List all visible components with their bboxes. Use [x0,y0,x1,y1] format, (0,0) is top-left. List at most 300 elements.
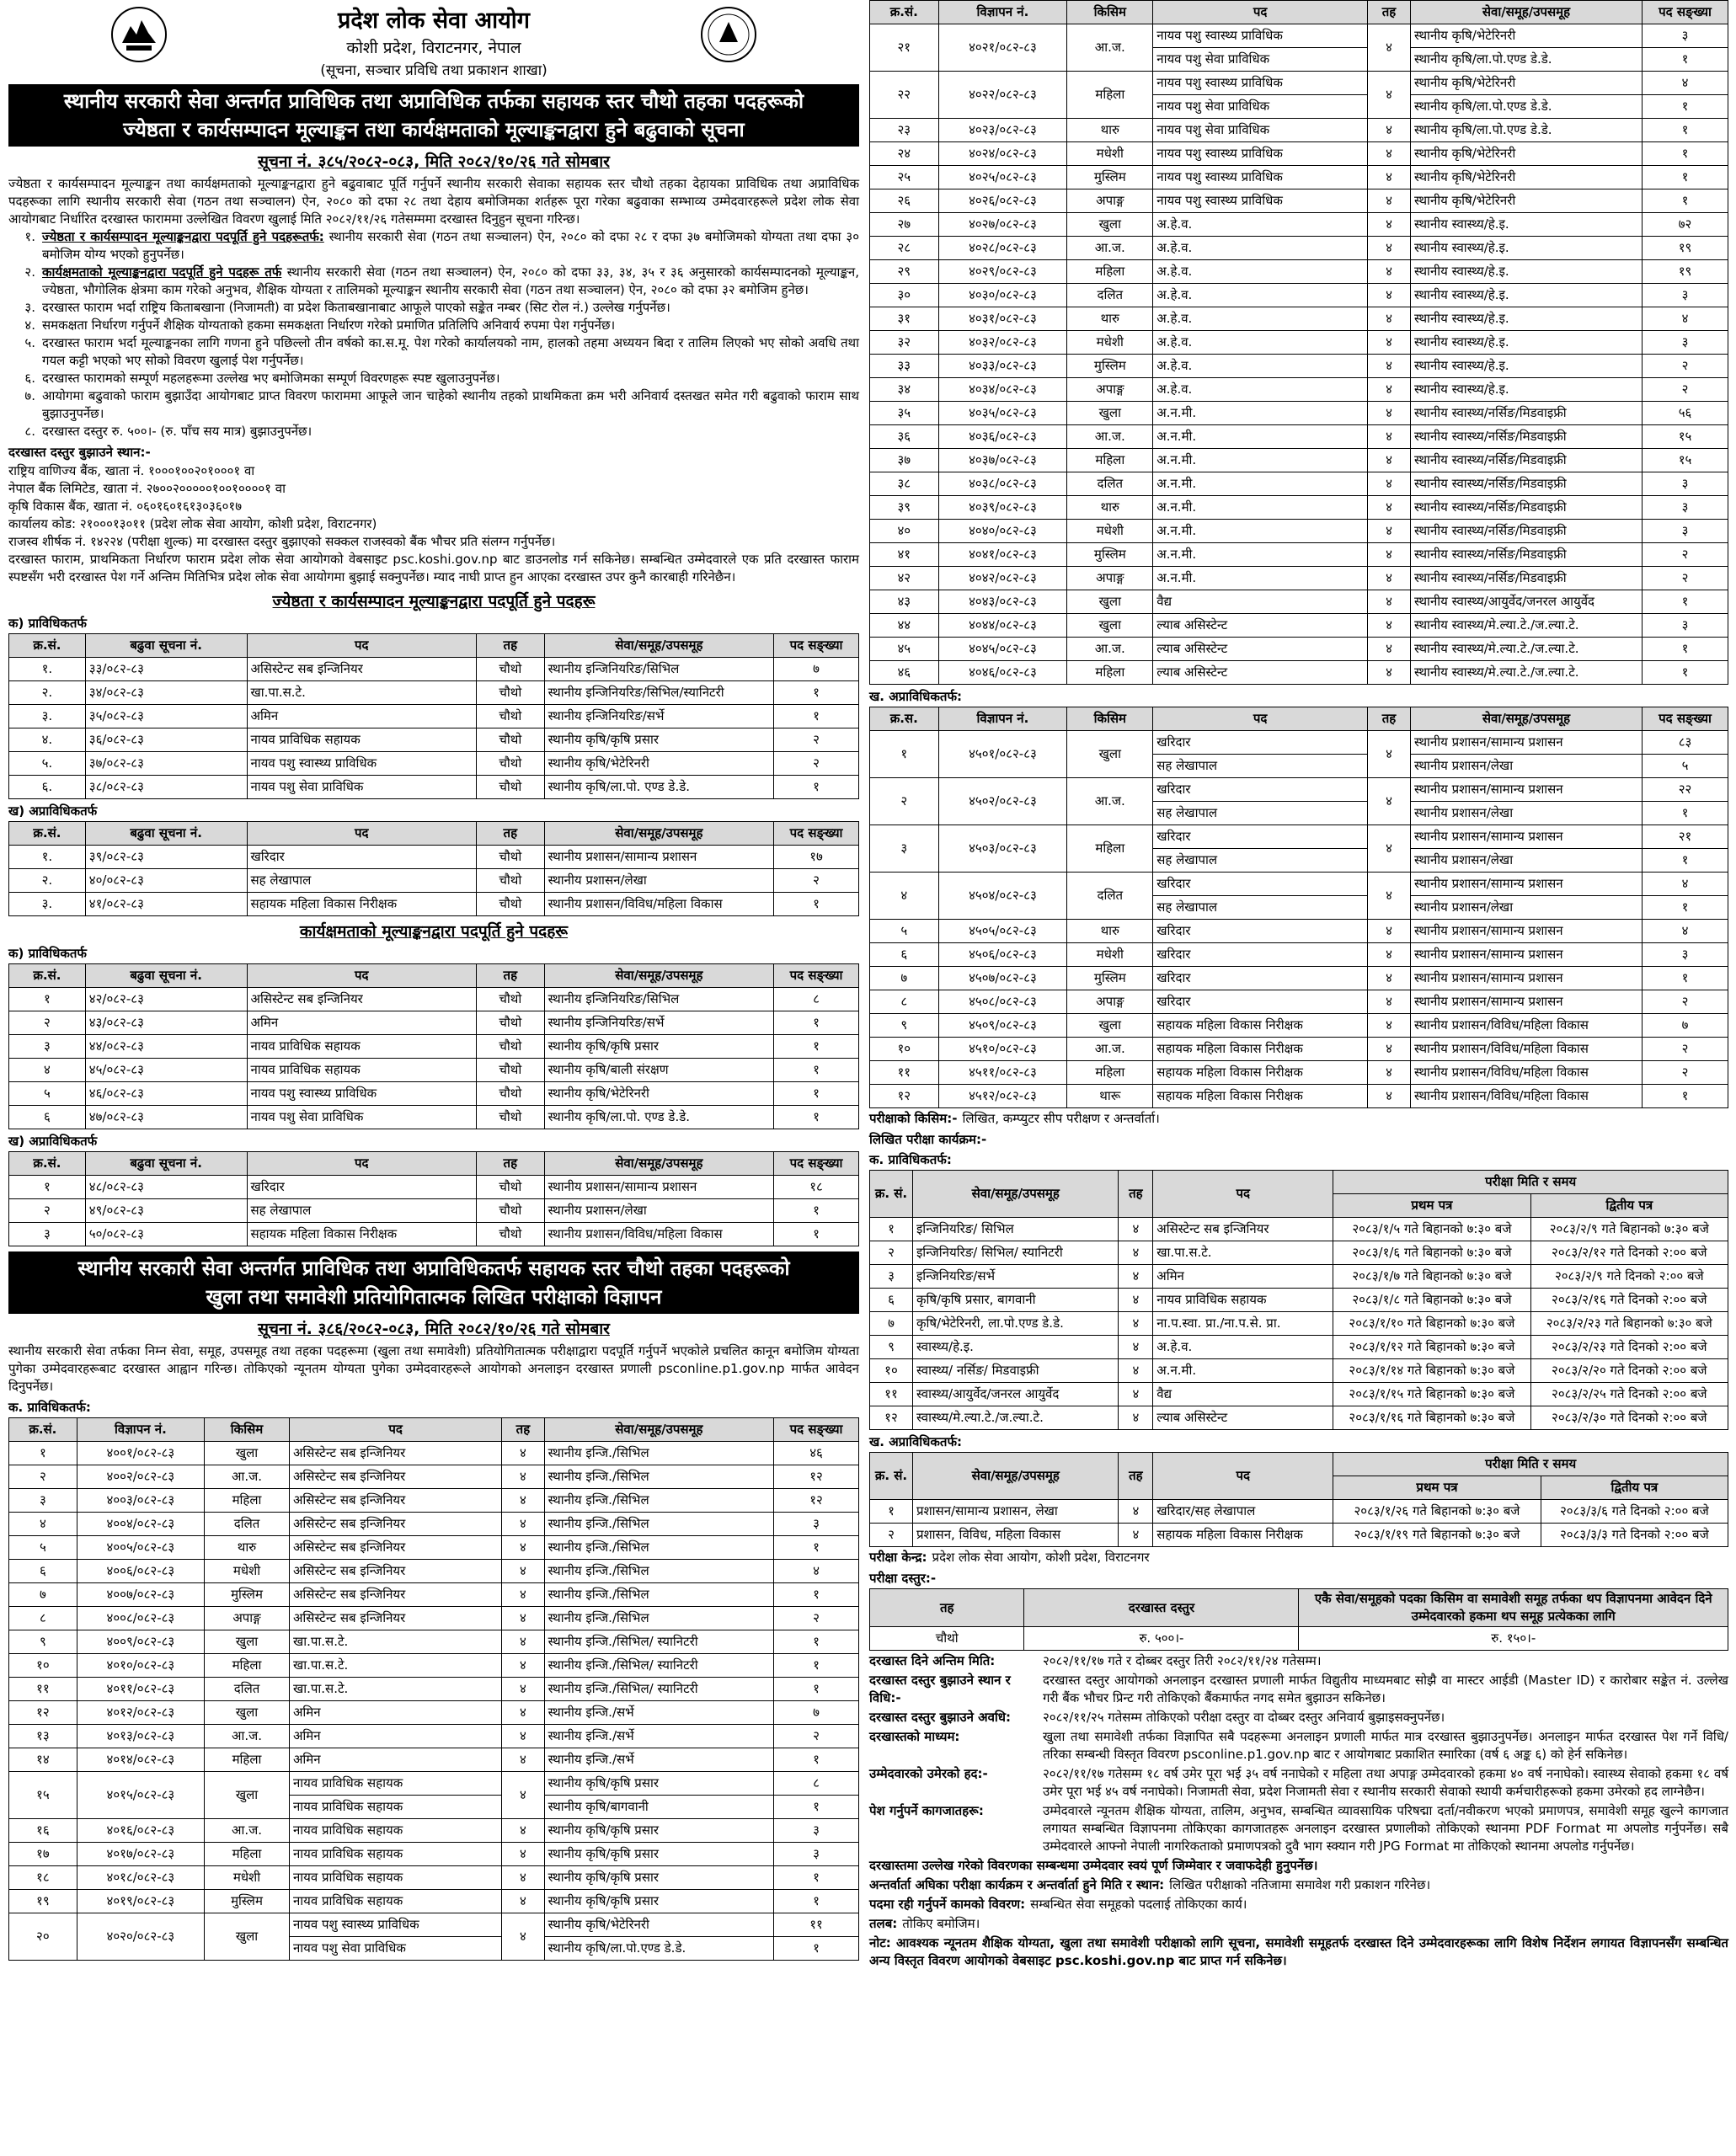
table-cell: स्थानीय प्रशासन/लेखा [544,869,773,893]
table-cell: ४. [9,728,86,752]
table-cell: ४ [1368,142,1411,166]
table-cell: १२ [774,1465,859,1489]
commission-seal-icon [699,5,758,64]
notice2-tech-label: क. प्राविधिकतर्फ: [8,1400,91,1415]
table-cell: ४ [1643,873,1728,896]
table-cell: ४ [502,1890,544,1913]
table-cell: स्थानीय स्वास्थ्य/नर्सिङ/मिडवाइफ्री [1410,472,1642,496]
column-header: पद [1153,707,1368,731]
table-row [9,1866,859,1890]
detail-value: २०८२/११/१७ गते र दोब्बर दस्तुर तिरी २०८२/११/२४ गतेसम्म। [1043,1653,1322,1668]
table-cell: ४ [870,873,939,920]
column-header: सेवा/समूह/उपसमूह [912,1453,1119,1500]
table-cell: स्थानीय कृषि/बागवानी [544,1796,773,1819]
table-cell: ४ [502,1913,544,1961]
table-row [9,1442,859,1465]
table-cell: ६ [870,943,939,967]
table-cell: ४५११/०८२-८३ [938,1061,1067,1085]
table-cell: चौथो [476,1106,544,1129]
table-cell: नायव पशु सेवा प्राविधिक [1153,119,1368,142]
table-cell: ३ [1643,943,1728,967]
table-cell: अ.हे.व. [1153,378,1368,402]
nepal-emblem-icon [110,5,168,64]
table-cell: अ.न.मी. [1153,449,1368,472]
table-cell: खुला [205,1913,290,1961]
table-cell: ७२ [1643,213,1728,237]
table-row [9,1513,859,1536]
table-cell: अ.हे.व. [1153,284,1368,307]
table-cell: ५ [1643,755,1728,778]
table-cell: खा.पा.स.टे. [289,1678,501,1701]
table-cell: ४०२७/०८२-८३ [938,213,1067,237]
table-cell: १ [1643,590,1728,614]
fee-cell: रु. १५०।- [1299,1627,1728,1651]
table-cell: स्थानीय कृषि/कृषि प्रसार [544,1866,773,1890]
table-cell: १२ [870,1085,939,1108]
table-cell: सहायक महिला विकास निरीक्षक [247,893,476,916]
notice2-tech-table-part1 [8,1417,859,1961]
table-row [9,1913,859,1937]
s1-tech-label: क) प्राविधिकतर्फ [8,616,87,631]
table-cell: ३५/०८२-८३ [85,705,247,728]
table-cell: चौथो [476,893,544,916]
table-cell: चौथो [476,1059,544,1082]
table-cell: ४५१२/०८२-८३ [938,1085,1067,1108]
table-cell: ४०२१/०८२-८३ [938,24,1067,72]
schedule-row [870,1218,1728,1241]
table-cell: २६ [870,189,939,213]
table-cell: ४ [1368,355,1411,378]
table-cell: ८ [9,1607,77,1630]
table-cell: २ [1643,1038,1728,1061]
table-cell: असिस्टेन्ट सब इन्जिनियर [289,1465,501,1489]
table-cell: २९ [870,260,939,284]
table-cell: अ.हे.व. [1153,260,1368,284]
table-cell: २ [774,728,859,752]
schedule-cell: ४ [1119,1336,1153,1359]
column-header: पद सङ्ख्या [774,964,859,988]
condition-number: ४. [24,318,35,333]
table-cell: १ [774,1748,859,1772]
table-cell: मधेशी [205,1866,290,1890]
table-cell: मधेशी [1067,520,1153,543]
condition-text: ज्येष्ठता र कार्यसम्पादन मूल्याङ्कनद्वारा पदपूर्ति हुने पदहरूतर्फ: स्थानीय सरकारी सेवा (गठन तथा सञ्चालन) ऐन, २०८० को दफा २८ र दफा ३७ बमोजिमको योग्यता तथा दफा ३० बमोजिम योग्य भएको हुनुपर्नेछ। [42,229,859,262]
column-header: तह [1368,707,1411,731]
table-cell: स्थानीय प्रशासन/सामान्य प्रशासन [1410,873,1642,896]
schedule-cell: ७ [870,1312,913,1336]
table-cell: महिला [1067,661,1153,685]
table-cell: ३ [1643,24,1728,48]
table-cell: स्थानीय इन्जि./सिभिल [544,1489,773,1513]
table-cell: चौथो [476,1223,544,1246]
table-row [870,520,1728,543]
table-row [870,402,1728,425]
table-cell: मुस्लिम [1067,355,1153,378]
table-cell: नायव पशु सेवा प्राविधिक [247,776,476,799]
table-row [9,1701,859,1725]
table-cell: असिस्टेन्ट सब इन्जिनियर [289,1536,501,1560]
table-cell: नायव प्राविधिक सहायक [289,1890,501,1913]
table-cell: अ.हे.व. [1153,331,1368,355]
table-cell: ४ [1368,402,1411,425]
table-cell: स्थानीय प्रशासन/विविध/महिला विकास [1410,1061,1642,1085]
column-header: क्र.सं. [9,1418,77,1442]
org-branch: (सूचना, सञ्चार प्रविधि तथा प्रकाशन शाखा) [320,62,548,79]
table-cell: १ [1643,166,1728,189]
table-row [9,681,859,705]
table-cell: ४५०५/०८२-८३ [938,920,1067,943]
table-cell: स्थानीय प्रशासन/सामान्य प्रशासन [1410,943,1642,967]
table-cell: ३ [870,825,939,873]
table-cell: ४ [1368,873,1411,920]
schedule-cell: २०८३/२/३० गते दिनको २:०० बजे [1530,1406,1728,1430]
table-cell: ४९/०८२-८३ [85,1199,247,1223]
exam-center-value: प्रदेश लोक सेवा आयोग, कोशी प्रदेश, विराटनगर [932,1550,1150,1565]
table-cell: असिस्टेन्ट सब इन्जिनियर [289,1489,501,1513]
notice2-number: सूचना नं. ३८६/२०८२-०८३, मिति २०८२/१०/२६ गते सोमबार [258,1320,610,1338]
notice1-number: सूचना नं. ३८५/२०८२-०८३, मिति २०८२/१०/२६ गते सोमबार [258,152,610,171]
table-cell: ४५१०/०८२-८३ [938,1038,1067,1061]
table-cell: ३५ [870,402,939,425]
table-cell: ३ [774,1819,859,1843]
schedule-cell: प्रशासन/सामान्य प्रशासन, लेखा [912,1500,1119,1524]
table-cell: थारू [1067,1085,1153,1108]
table-cell: ४०३०/०८२-८३ [938,284,1067,307]
table-cell: खरिदार [1153,990,1368,1014]
table-cell: खरिदार [1153,943,1368,967]
table-cell: नायव प्राविधिक सहायक [289,1843,501,1866]
table-cell: ४ [1368,331,1411,355]
table-cell: १ [1643,638,1728,661]
notice1-conditions-list [8,228,859,440]
table-cell: ४०४३/०८२-८३ [938,590,1067,614]
table-row [870,731,1728,755]
table-cell: ४ [1368,72,1411,119]
table-cell: महिला [205,1843,290,1866]
fee-account-list [8,462,859,551]
table-cell: नायव पशु स्वास्थ्य प्राविधिक [1153,72,1368,95]
table-cell: ६. [9,776,86,799]
table-cell: १ [774,1011,859,1035]
table-cell: १ [9,988,86,1011]
table-row [9,1890,859,1913]
table-cell: नायव पशु स्वास्थ्य प्राविधिक [289,1913,501,1937]
table-cell: २ [1643,990,1728,1014]
table-cell: असिस्टेन्ट सब इन्जिनियर [289,1442,501,1465]
table-cell: स्थानीय प्रशासन/सामान्य प्रशासन [1410,920,1642,943]
table-row [9,1489,859,1513]
schedule-cell: २०८३/२/२३ गते दिनको २:०० बजे [1530,1336,1728,1359]
table-cell: ८ [774,988,859,1011]
condition-number: ८. [24,424,35,439]
schedule-cell: ३ [870,1265,913,1289]
table-cell: स्थानीय स्वास्थ्य/हे.इ. [1410,331,1642,355]
schedule-row [870,1336,1728,1359]
table-cell: ३ [9,1035,86,1059]
table-cell: ४ [502,1536,544,1560]
table-cell: अ.न.मी. [1153,543,1368,567]
condition-item [8,317,859,334]
table-cell: १ [1643,119,1728,142]
table-cell: स्थानीय प्रशासन/सामान्य प्रशासन [544,846,773,869]
table-row [9,893,859,916]
table-cell: २ [1643,378,1728,402]
table-cell: स्थानीय इन्जि./सिभिल [544,1607,773,1630]
table-cell: १ [774,1937,859,1961]
table-cell: २ [870,778,939,825]
table-cell: नायव पशु सेवा प्राविधिक [289,1937,501,1961]
table-cell: ४ [502,1819,544,1843]
table-row [9,728,859,752]
table-cell: ४५०८/०८२-८३ [938,990,1067,1014]
notice1-intro: ज्येष्ठता र कार्यसम्पादन मूल्याङ्कन तथा कार्यक्षमताको मूल्याङ्कनद्वारा हुने बढुवाबाट पूर्ति गर्नुपर्ने स्थानीय सरकारी सेवाका सहायक स्तर चौथो तहका देहायका प्राविधिक तथा अप्राविधिक पदहरूका लागि स्थानीय सरकारी सेवा (गठन तथा सञ्चालन) ऐन, २०८० को दफा २८ तथा देहाय बमोजिमका शर्तहरू पूरा गरेका बढुवाका सम्भाव्य उम्मेदवारहरूले प्रदेश लोक सेवा आयोगबाट निर्धारित दरखास्त फाराममा उल्लेखित विवरण खुलाई मिति २०८२/११/२६ गतेसम्ममा दरखास्त दिनुहुन सूचना गरिन्छ। [8,176,859,227]
table-cell: ४५०१/०८२-८३ [938,731,1067,778]
table-cell: १ [1643,95,1728,119]
table-cell: सह लेखापाल [1153,896,1368,920]
table-cell: १७ [774,846,859,869]
sched-nontech-label: ख. अप्राविधिकतर्फ: [869,1434,963,1449]
notice2-tech-table-part2 [869,0,1728,685]
table-cell: २ [9,1199,86,1223]
detail-value: २०८२/११/१७ गतेसम्म १८ वर्ष उमेर पूरा भई ३५ वर्ष ननाघेको र महिला तथा अपाङ्ग उम्मेदवारको हकमा ४० वर्ष ननाघेको। स्वास्थ्य सेवाको हकमा १८ वर्ष उमेर पूरा भई ४५ वर्ष ननाघेको। निजामती सेवा, प्रदेश निजामती सेवा र स्थानीय सरकारी सेवाको स्थायी कर्मचारीहरूको हकमा उमेरको हद लाग्नेछैन। [1043,1766,1728,1799]
schedule-cell: स्वास्थ्य/आयुर्वेद/जनरल आयुर्वेद [912,1383,1119,1406]
salary-label: तलब: [869,1916,898,1931]
column-header: तह [1368,1,1411,24]
table-cell: स्थानीय स्वास्थ्य/नर्सिङ/मिडवाइफ्री [1410,496,1642,520]
table-cell: स्थानीय स्वास्थ्य/हे.इ. [1410,237,1642,260]
table-cell: ४ [502,1701,544,1725]
table-cell: ४ [1643,920,1728,943]
column-header: सेवा/समूह/उपसमूह [912,1171,1119,1218]
condition-item [8,387,859,423]
table-cell: खुला [1067,590,1153,614]
table-cell: मधेशी [205,1560,290,1583]
table-cell: स्थानीय कृषि/ला.पो.एण्ड डे.डे. [1410,119,1642,142]
table-cell: ४ [1368,1061,1411,1085]
table-row [870,614,1728,638]
schedule-row [870,1383,1728,1406]
table-cell: नायव पशु स्वास्थ्य प्राविधिक [247,752,476,776]
table-cell: स्थानीय प्रशासन/लेखा [544,1199,773,1223]
table-cell: १८ [774,1176,859,1199]
table-cell: ४ [1368,496,1411,520]
table-cell: १ [774,681,859,705]
table-cell: महिला [1067,825,1153,873]
column-header: क्र.सं. [9,822,86,846]
table-cell: २ [774,752,859,776]
fee-account-line: नेपाल बैंक लिमिटेड, खाता नं. २७००२०००००१००१००००१ वा [8,481,286,496]
table-cell: ४५/०८२-८३ [85,1059,247,1082]
table-cell: २३ [870,119,939,142]
table-cell: खरिदार [1153,967,1368,990]
column-header: क्र. सं. [870,1453,913,1500]
table-cell: ७ [774,658,859,681]
detail-label: दरखास्तको माध्यम: [869,1729,960,1744]
column-header: प्रथम पत्र [1333,1476,1541,1500]
table-cell: १७ [9,1843,77,1866]
table-cell: आ.ज. [1067,1038,1153,1061]
table-cell: १. [9,658,86,681]
table-cell: आ.ज. [1067,237,1153,260]
table-row [870,142,1728,166]
table-cell: सह लेखापाल [1153,755,1368,778]
column-header: सेवा/समूह/उपसमूह [544,822,773,846]
table-cell: स्थानीय इन्जि./सर्भे [544,1701,773,1725]
table-cell: असिस्टेन्ट सब इन्जिनियर [289,1560,501,1583]
interview-info [869,1876,1728,1894]
schedule-row [870,1289,1728,1312]
table-cell: १२ [9,1701,77,1725]
table-row [9,705,859,728]
table-cell: स्थानीय कृषि/ला.पो.एण्ड डे.डे. [1410,95,1642,119]
table-header-row [9,1152,859,1176]
table-cell: १ [774,1796,859,1819]
table-cell: ल्याब असिस्टेन्ट [1153,614,1368,638]
condition-number: ३. [24,300,35,315]
column-header: क्र.सं. [9,1152,86,1176]
table-cell: ४०११/०८२-८३ [77,1678,204,1701]
table-cell: ३ [1643,472,1728,496]
table-cell: स्थानीय इन्जि./सिभिल/ स्यानिटरी [544,1630,773,1654]
table-cell: ३४ [870,378,939,402]
schedule-cell: ४ [1119,1500,1153,1524]
table-cell: ३ [1643,520,1728,543]
table-cell: ४०४६/०८२-८३ [938,661,1067,685]
table-cell: ४५०६/०८२-८३ [938,943,1067,967]
table-cell: १९ [1643,260,1728,284]
table-cell: स्थानीय स्वास्थ्य/मे.ल्या.टे./ज.ल्या.टे. [1410,661,1642,685]
s1-nontech-table [8,821,859,916]
table-cell: स्थानीय कृषि/भेटेरिनरी [544,1082,773,1106]
column-header: क्र.सं. [870,1,939,24]
table-cell: ४००७/०८२-८३ [77,1583,204,1607]
table-cell: ९ [9,1630,77,1654]
table-cell: स्थानीय कृषि/भेटेरिनरी [544,1913,773,1937]
table-cell: असिस्टेन्ट सब इन्जिनियर [289,1513,501,1536]
table-cell: स्थानीय इन्जि./सिभिल [544,1560,773,1583]
table-cell: महिला [1067,72,1153,119]
table-cell: ४ [502,1843,544,1866]
table-cell: असिस्टेन्ट सब इन्जिनियर [247,658,476,681]
table-cell: ३ [1643,284,1728,307]
table-cell: ल्याब असिस्टेन्ट [1153,638,1368,661]
table-cell: आ.ज. [205,1819,290,1843]
table-cell: १० [870,1038,939,1061]
table-cell: मधेशी [1067,943,1153,967]
table-cell: आ.ज. [1067,638,1153,661]
s2-nontech-table [8,1151,859,1246]
detail-item [869,1765,1728,1801]
table-cell: ४०४१/०८२-८३ [938,543,1067,567]
table-cell: ४ [1368,614,1411,638]
table-cell: खुला [205,1772,290,1819]
table-header-row [870,1,1728,24]
table-cell: स्थानीय प्रशासन/लेखा [1410,849,1642,873]
table-cell: १४ [9,1748,77,1772]
table-cell: ४ [1368,237,1411,260]
table-cell: स्थानीय कृषि/ला.पो.एण्ड डे.डे. [544,1937,773,1961]
right-column [869,0,1728,1970]
duty-value: सम्बन्धित सेवा समूहको पदलाई तोकिएका कार्य। [1030,1897,1247,1912]
table-cell: ५०/०८२-८३ [85,1223,247,1246]
table-cell: ३ [774,1843,859,1866]
table-cell: मुस्लिम [205,1583,290,1607]
column-header: परीक्षा मिति र समय [1333,1171,1728,1194]
table-cell: ४००५/०८२-८३ [77,1536,204,1560]
schedule-cell: २०८३/१/१५ गते बिहानको ७:३० बजे [1333,1383,1530,1406]
table-cell: मुस्लिम [1067,166,1153,189]
column-header: पद [247,634,476,658]
table-cell: नायव पशु स्वास्थ्य प्राविधिक [1153,189,1368,213]
schedule-cell: नायव प्राविधिक सहायक [1153,1289,1333,1312]
schedule-cell: कृषि/कृषि प्रसार, बागवानी [912,1289,1119,1312]
table-row [870,331,1728,355]
table-cell: ४ [9,1513,77,1536]
schedule-cell: अ.हे.व. [1153,1336,1333,1359]
schedule-cell: १ [870,1500,913,1524]
table-cell: ४ [502,1654,544,1678]
table-row [9,1583,859,1607]
table-cell: ४५०३/०८२-८३ [938,825,1067,873]
table-cell: स्थानीय इन्जि./सिभिल [544,1513,773,1536]
table-cell: ल्याब असिस्टेन्ट [1153,661,1368,685]
condition-item [8,264,859,299]
condition-number: २. [24,264,35,280]
table-cell: ३७ [870,449,939,472]
table-cell: ७ [9,1583,77,1607]
table-cell: चौथो [476,869,544,893]
table-cell: चौथो [476,1176,544,1199]
exam-type [869,1110,1728,1128]
table-cell: अ.हे.व. [1153,355,1368,378]
schedule-row [870,1524,1728,1547]
column-header: पद सङ्ख्या [774,1418,859,1442]
schedule-cell: १ [870,1218,913,1241]
schedule-cell: १२ [870,1406,913,1430]
table-cell: सहायक महिला विकास निरीक्षक [1153,1014,1368,1038]
table-cell: १ [1643,48,1728,72]
table-cell: १ [870,731,939,778]
detail-item [869,1709,1728,1726]
table-cell: स्थानीय कृषि/कृषि प्रसार [544,1035,773,1059]
table-cell: ४०१७/०८२-८३ [77,1843,204,1866]
table-cell: अपाङ्ग [1067,990,1153,1014]
table-cell: ४ [1368,1038,1411,1061]
table-cell: २ [1643,1061,1728,1085]
fee-row [870,1627,1728,1651]
table-cell: ४०१६/०८२-८३ [77,1819,204,1843]
table-cell: ५ [9,1536,77,1560]
table-cell: अपाङ्ग [1067,378,1153,402]
table-row [870,1085,1728,1108]
table-row [870,778,1728,802]
table-cell: १ [1643,661,1728,685]
table-cell: ४ [1368,425,1411,449]
table-cell: स्थानीय इन्जिनियरिङ/सिभिल [544,988,773,1011]
table-cell: १ [774,705,859,728]
table-cell: ४ [1368,284,1411,307]
table-cell: ४५०७/०८२-८३ [938,967,1067,990]
condition-heading: कार्यक्षमताको मूल्याङ्कनद्वारा पदपूर्ति हुने पदहरू तर्फ [42,264,282,280]
detail-label: पेश गर्नुपर्ने कागजातहरू: [869,1803,984,1818]
table-row [9,869,859,893]
schedule-cell: अमिन [1153,1265,1333,1289]
schedule-cell: २०८३/१/१६ गते बिहानको ७:३० बजे [1333,1406,1530,1430]
table-cell: ३ [1643,614,1728,638]
table-cell: स्थानीय कृषि/कृषि प्रसार [544,1843,773,1866]
table-cell: ११ [9,1678,77,1701]
table-cell: स्थानीय कृषि/भेटेरिनरी [1410,24,1642,48]
